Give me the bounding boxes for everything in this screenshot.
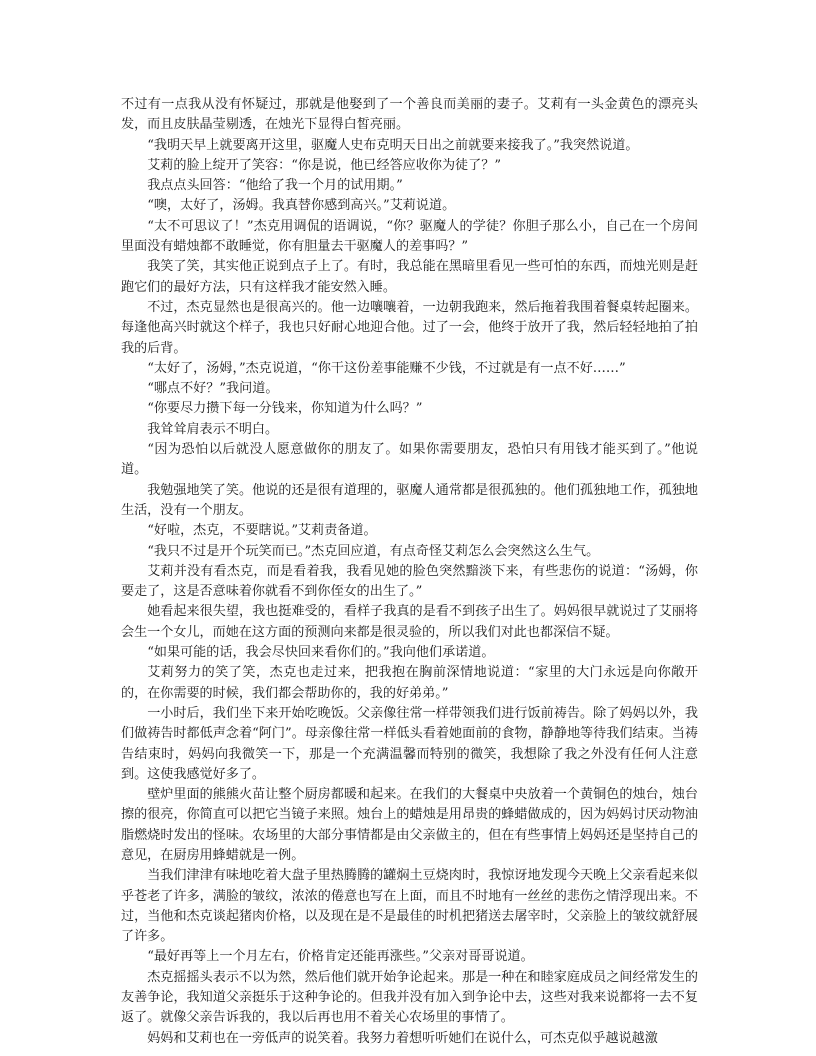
paragraph: 我勉强地笑了笑。他说的还是很有道理的，驱魔人通常都是很孤独的。他们孤独地工作，孤独地生活，没有一个朋友。 <box>121 482 698 518</box>
paragraph: “太不可思议了！”杰克用调侃的语调说，“你？驱魔人的学徒？你胆子那么小，自己在一个房间里面没有蜡烛都不敢睡觉，你有胆量去干驱魔人的差事吗？” <box>121 218 698 255</box>
paragraph: 艾莉努力的笑了笑，杰克也走过来，把我抱在胸前深情地说道：“家里的大门永远是向你敞开的，在你需要的时候，我们都会帮助你的，我的好弟弟。” <box>121 665 698 701</box>
paragraph: 我点点头回答：“他给了我一个月的试用期。” <box>147 178 403 194</box>
paragraph: 壁炉里面的熊熊火苗让整个厨房都暖和起来。在我们的大餐桌中央放着一个黄铜色的烛台，烛台擦的很亮，你简直可以把它当镜子来照。烛台上的蜡烛是用昂贵的蜂蜡做成的，因为妈妈讨厌动物油脂燃烧时发出的怪味。农场里的大部分事情都是由父亲做主的，但在有些事情上妈妈还是坚持自己的意见，在厨房用蜂蜡就是一例。 <box>121 787 698 863</box>
paragraph: 妈妈和艾莉也在一旁低声的说笑着。我努力着想听听她们在说什么，可杰克似乎越说越激 <box>147 1030 658 1046</box>
paragraph: 当我们津津有味地吃着大盘子里热腾腾的罐焖土豆烧肉时，我惊讶地发现今天晚上父亲看起来似乎苍老了许多，满脸的皱纹，浓浓的倦意也写在上面，而且不时地有一丝丝的悲伤之情浮现出来。不过，当他和杰克谈起猪肉价格，以及现在是不是最佳的时机把猪送去屠宰时，父亲脸上的皱纹就舒展了许多。 <box>121 868 698 945</box>
paragraph: “最好再等上一个月左右，价格肯定还能再涨些。”父亲对哥哥说道。 <box>147 949 534 965</box>
paragraph: 不过，杰克显然也是很高兴的。他一边嚷嚷着，一边朝我跑来，然后拖着我围着餐桌转起圈来。每逢他高兴时就这个样子，我也只好耐心地迎合他。过了一会，他终于放开了我，然后轻轻地拍了拍我的后背。 <box>121 299 698 356</box>
paragraph: “因为恐怕以后就没人愿意做你的朋友了。如果你需要朋友，恐怕只有用钱才能买到了。”他说道。 <box>121 442 698 478</box>
paragraph: 艾莉并没有看杰克，而是看着我，我看见她的脸色突然黯淡下来，有些悲伤的说道：“汤姆，你要走了，这是否意味着你就看不到你侄女的出生了。” <box>121 563 698 600</box>
paragraph: “好啦，杰克，不要瞎说。”艾莉责备道。 <box>147 523 377 539</box>
paragraph: 我笑了笑，其实他正说到点子上了。有时，我总能在黑暗里看见一些可怕的东西，而烛光则是赶跑它们的最好方法，只有这样我才能安然入睡。 <box>121 259 698 295</box>
paragraph: “太好了，汤姆，”杰克说道，“你干这份差事能赚不少钱，不过就是有一点不好……” <box>147 360 626 376</box>
paragraph: “我明天早上就要离开这里，驱魔人史布克明天日出之前就要来接我了。”我突然说道。 <box>147 137 639 153</box>
paragraph: “哪点不好？”我问道。 <box>147 381 279 397</box>
paragraph: 一小时后，我们坐下来开始吃晚饭。父亲像往常一样带领我们进行饭前祷告。除了妈妈以外，我们做祷告时都低声念着“阿门”。母亲像往常一样低头看着她面前的食物，静静地等待我们结束。当祷告结束时，妈妈向我微笑一下，那是一个充满温馨而特别的微笑，我想除了我之外没有任何人注意到。这使我感觉好多了。 <box>121 705 698 782</box>
paragraph: 艾莉的脸上绽开了笑容：“你是说，他已经答应收你为徒了？” <box>147 157 502 173</box>
paragraph: 我耸耸肩表示不明白。 <box>147 421 279 437</box>
paragraph: 杰克摇摇头表示不以为然，然后他们就开始争论起来。那是一种在和睦家庭成员之间经常发生的友善争论，我知道父亲挺乐于这种争论的。但我并没有加入到争论中去，这些对我来说都将一去不复返了。就像父亲告诉我的，我以后再也用不着关心农场里的事情了。 <box>121 969 698 1026</box>
paragraph: 她看起来很失望，我也挺难受的，看样子我真的是看不到孩子出生了。妈妈很早就说过了艾丽将会生一个女儿，而她在这方面的预测向来都是很灵验的，所以我们对此也都深信不疑。 <box>121 604 698 640</box>
paragraph: “噢，太好了，汤姆。我真替你感到高兴。”艾莉说道。 <box>147 198 456 214</box>
paragraph: “如果可能的话，我会尽快回来看你们的。”我向他们承诺道。 <box>147 645 495 661</box>
paragraph: 不过有一点我从没有怀疑过，那就是他娶到了一个善良而美丽的妻子。艾莉有一头金黄色的漂亮头发，而且皮肤晶莹剔透，在烛光下显得白皙亮丽。 <box>121 97 698 133</box>
paragraph: “我只不过是开个玩笑而已。”杰克回应道，有点奇怪艾莉怎么会突然这么生气。 <box>147 543 600 559</box>
paragraph: “你要尽力攒下每一分钱来，你知道为什么吗？” <box>147 401 423 417</box>
